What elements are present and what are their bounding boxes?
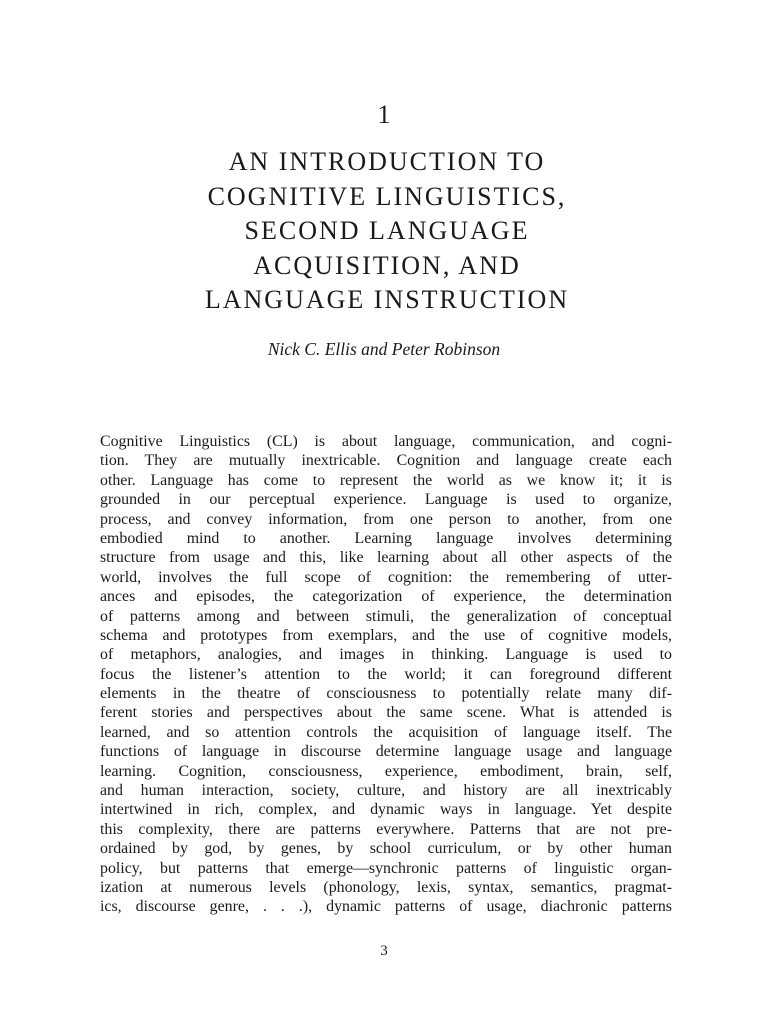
body-line: functions of language in discourse determine language usage and language (100, 743, 672, 761)
chapter-number: 1 (377, 100, 391, 129)
body-line: Cognitive Linguistics (CL) is about language, communication, and cogni- (100, 433, 672, 450)
body-line: ization at numerous levels (phonology, lexis, syntax, semantics, pragmat- (100, 878, 672, 896)
body-line: ferent stories and perspectives about the same scene. What is attended is (100, 704, 672, 722)
body-line: schema and prototypes from exemplars, and the use of cognitive models, (100, 626, 672, 644)
body-line: learning. Cognition, consciousness, experience, embodiment, brain, self, (100, 762, 672, 780)
body-line: other. Language has come to represent the world as we know it; it is (100, 471, 672, 489)
body-line: this complexity, there are patterns everywhere. Patterns that are not pre- (100, 820, 672, 838)
chapter-title-line: SECOND LANGUAGE (244, 216, 530, 245)
body-line: embodied mind to another. Learning language involves determining (100, 529, 672, 547)
body-line: focus the listener’s attention to the world; it can foreground different (100, 665, 672, 683)
body-line: of patterns among and between stimuli, the generalization of conceptual (100, 607, 672, 625)
chapter-title-line: LANGUAGE INSTRUCTION (204, 285, 570, 314)
body-line: grounded in our perceptual experience. Language is used to organize, (100, 491, 672, 509)
body-line: world, involves the full scope of cognition: the remembering of utter- (100, 568, 672, 586)
body-line: structure from usage and this, like learning about all other aspects of the (100, 549, 672, 567)
body-line: ordained by god, by genes, by school curriculum, or by other human (100, 840, 672, 858)
chapter-title-line: ACQUISITION, AND (253, 250, 521, 280)
body-line: intertwined in rich, complex, and dynamic ways in language. Yet despite (100, 801, 672, 819)
chapter-title-line: AN INTRODUCTION TO (228, 147, 546, 176)
chapter-title-line: COGNITIVE LINGUISTICS, (207, 181, 567, 211)
body-line: of metaphors, analogies, and images in thinking. Language is used to (100, 646, 672, 664)
body-line: ances and episodes, the categorization of experience, the determination (100, 588, 672, 606)
body-line: elements in the theatre of consciousness to potentially relate many dif- (100, 685, 672, 703)
body-line: process, and convey information, from one person to another, from one (100, 510, 672, 528)
body-line: tion. They are mutually inextricable. Cognition and language create each (100, 452, 672, 470)
body-line: and human interaction, society, culture, and history are all inextricably (100, 782, 672, 800)
body-line: learned, and so attention controls the acquisition of language itself. The (100, 723, 672, 741)
chapter-title (60, 145, 714, 318)
body-paragraph (100, 432, 672, 917)
page-number: 3 (380, 943, 388, 959)
body-line: ics, discourse genre, . . .), dynamic patterns of usage, diachronic patterns (100, 898, 672, 916)
body-line: policy, but patterns that emerge—synchronic patterns of linguistic organ- (100, 859, 672, 877)
chapter-authors: Nick C. Ellis and Peter Robinson (267, 339, 501, 359)
